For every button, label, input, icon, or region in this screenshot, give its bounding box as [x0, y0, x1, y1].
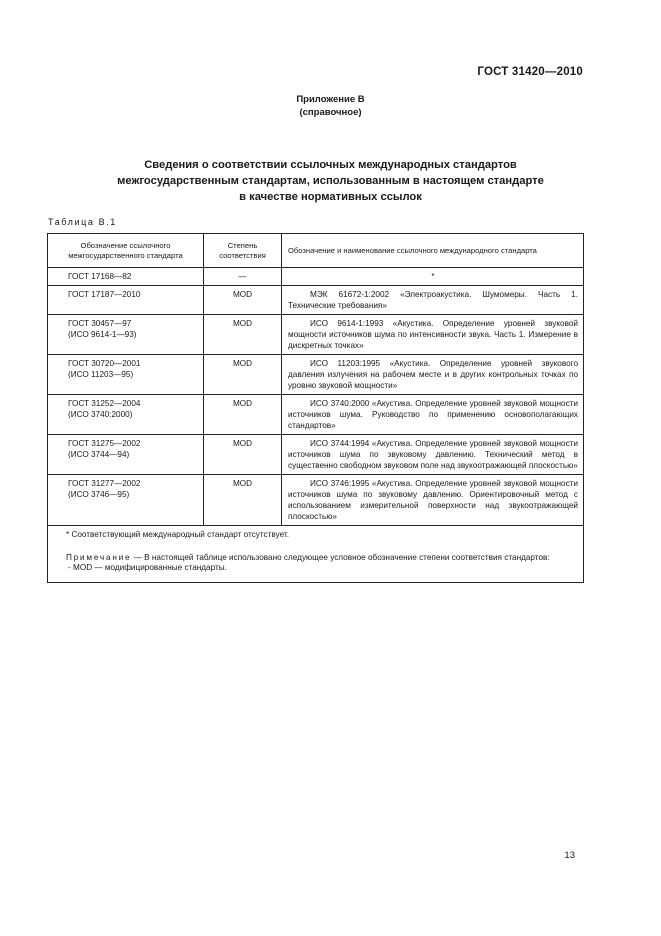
- appendix-subtitle: (справочное): [299, 107, 362, 118]
- section-title-line: в качестве нормативных ссылок: [239, 191, 422, 203]
- table-footnotes: [48, 526, 584, 583]
- table-footer-row: [48, 526, 584, 583]
- international-standard-cell: ИСО 3744:1994 «Акустика. Определение уровней звуковой мощности источников шума по звуковому давлению. Технический метод в существенно свободном звуковом поле над звукоотражающей плоскостью»: [282, 435, 584, 475]
- interstate-standard-cell: ГОСТ 17187—2010: [48, 286, 204, 315]
- degree-cell: MOD: [204, 286, 282, 315]
- table-header-row: [48, 234, 584, 268]
- degree-cell: MOD: [204, 475, 282, 526]
- table-row: [48, 286, 584, 315]
- international-standard-cell: ИСО 3740:2000 «Акустика. Определение уровней звуковой мощности источников шума. Руководство по применению основополагающих стандартов»: [282, 395, 584, 435]
- appendix-heading: [0, 93, 661, 119]
- degree-cell: —: [204, 268, 282, 286]
- table-row: [48, 268, 584, 286]
- note-lead: Примечание: [66, 552, 132, 562]
- note: [66, 553, 550, 562]
- table-row: [48, 475, 584, 526]
- document-standard-id: ГОСТ 31420—2010: [477, 66, 583, 78]
- table-row: [48, 435, 584, 475]
- interstate-standard-cell: ГОСТ 31252—2004 (ИСО 3740:2000): [48, 395, 204, 435]
- section-title: [60, 157, 601, 205]
- section-title-line: Сведения о соответствии ссылочных международных стандартов: [144, 159, 517, 171]
- page-number: 13: [564, 850, 575, 861]
- table-row: [48, 355, 584, 395]
- international-standard-cell: *: [282, 268, 584, 286]
- header-degree: Степень соответствия: [204, 234, 282, 268]
- note-item: - MOD — модифицированные стандарты.: [68, 563, 227, 572]
- table-row: [48, 315, 584, 355]
- interstate-standard-cell: ГОСТ 30720—2001 (ИСО 11203—95): [48, 355, 204, 395]
- footnote: * Соответствующий международный стандарт отсутствует.: [66, 530, 289, 539]
- degree-cell: MOD: [204, 395, 282, 435]
- international-standard-cell: ИСО 9614-1:1993 «Акустика. Определение уровней звуковой мощности источников шума по интенсивности звука. Часть 1. Измерение в дискретных точках»: [282, 315, 584, 355]
- international-standard-cell: МЭК 61672-1:2002 «Электроакустика. Шумомеры. Часть 1. Технические требования»: [282, 286, 584, 315]
- international-standard-cell: ИСО 11203:1995 «Акустика. Определение уровней звукового давления излучения на рабочем месте и в других контрольных точках по уровню звуковой мощности»: [282, 355, 584, 395]
- header-international-standard: Обозначение и наименование ссылочного международного стандарта: [282, 234, 584, 268]
- correspondence-table: [47, 233, 584, 583]
- appendix-title: Приложение В: [296, 94, 365, 105]
- note-text: — В настоящей таблице использовано следующее условное обозначение степени соответствия стандартов:: [131, 552, 550, 562]
- table-row: [48, 395, 584, 435]
- interstate-standard-cell: ГОСТ 17168—82: [48, 268, 204, 286]
- table-label: Таблица В.1: [48, 217, 117, 227]
- degree-cell: MOD: [204, 435, 282, 475]
- interstate-standard-cell: ГОСТ 31277—2002 (ИСО 3746—95): [48, 475, 204, 526]
- correspondence-table-wrapper: [47, 233, 583, 583]
- header-interstate-standard: Обозначение ссылочного межгосударственного стандарта: [48, 234, 204, 268]
- degree-cell: MOD: [204, 315, 282, 355]
- degree-cell: MOD: [204, 355, 282, 395]
- interstate-standard-cell: ГОСТ 31275—2002 (ИСО 3744—94): [48, 435, 204, 475]
- international-standard-cell: ИСО 3746:1995 «Акустика. Определение уровней звуковой мощности источников шума по звуковому давлению. Ориентировочный метод с использованием измерительной поверхности над звукоотражающей плоскостью»: [282, 475, 584, 526]
- section-title-line: межгосударственным стандартам, использованным в настоящем стандарте: [117, 175, 544, 187]
- interstate-standard-cell: ГОСТ 30457—97 (ИСО 9614-1—93): [48, 315, 204, 355]
